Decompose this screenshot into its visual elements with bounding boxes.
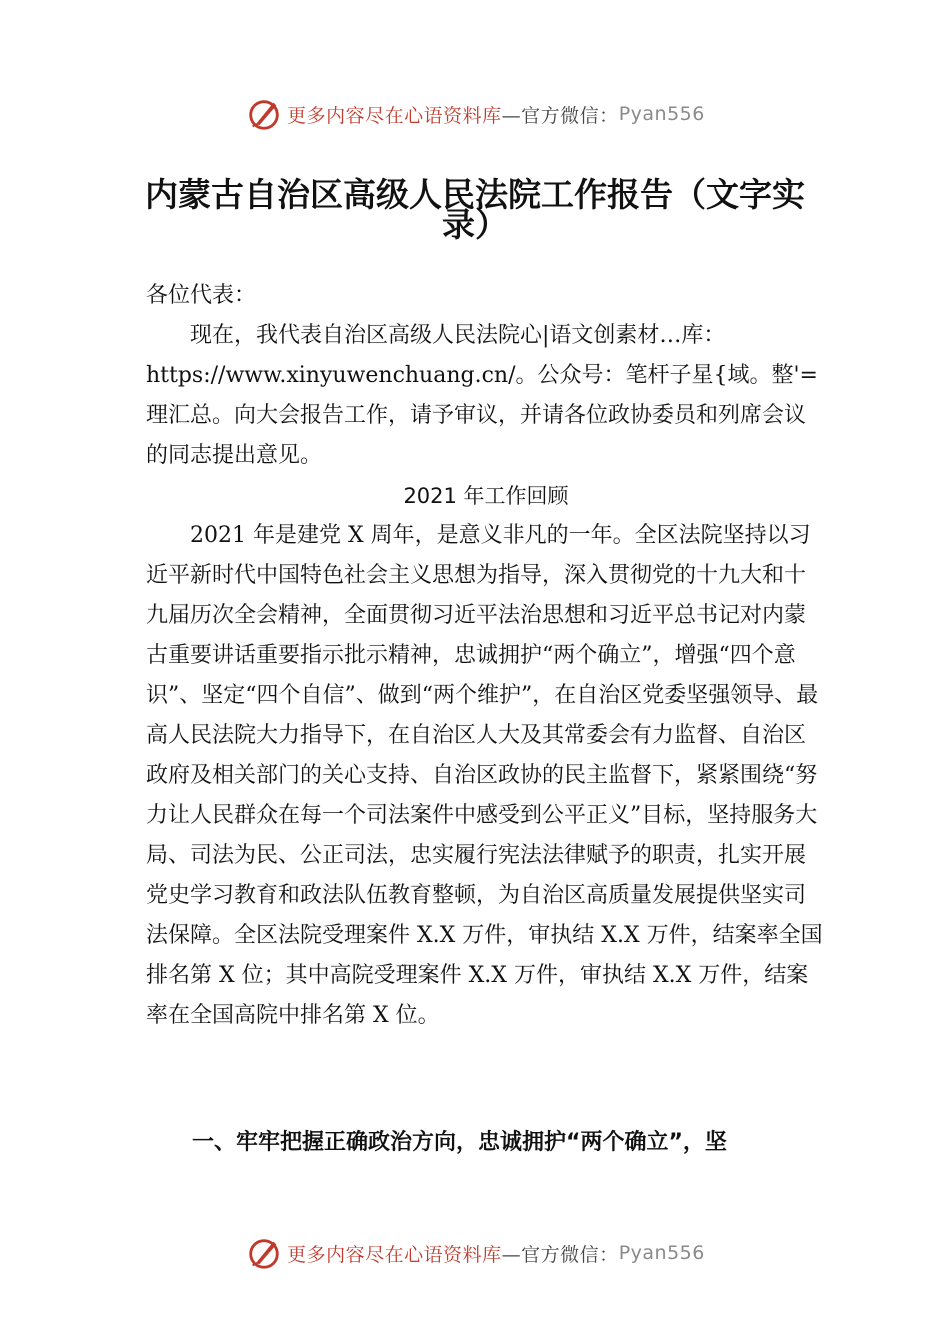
quill-seal-logo-icon bbox=[245, 95, 283, 133]
banner-wechat-id: Pyan556 bbox=[618, 103, 705, 125]
banner-wechat-label: —官方微信： bbox=[501, 104, 619, 127]
banner-wechat-id: Pyan556 bbox=[618, 1242, 705, 1264]
intro-paragraph: 现在，我代表自治区高级人民法院心|语文创素材…库：https://www.xinyuwenchuang.cn/。公众号：笔杆子星{域。整'=理汇总。向大会报告工作，请予审议，并请各位政协委员和列席会议的同志提出意见。 bbox=[146, 323, 818, 468]
section-subheading: 2021 年工作回顾 bbox=[403, 484, 569, 508]
section-heading: 一、牢牢把握正确政治方向，忠诚拥护“两个确立”，坚 bbox=[192, 1130, 727, 1155]
salutation: 各位代表： bbox=[146, 283, 257, 308]
header-watermark-banner bbox=[0, 94, 950, 134]
footer-watermark-banner bbox=[0, 1233, 950, 1273]
quill-seal-logo-icon bbox=[245, 1234, 283, 1272]
document-body bbox=[146, 276, 826, 1036]
banner-brand-text: 更多内容尽在心语资料库 bbox=[287, 104, 502, 127]
banner-wechat-label: —官方微信： bbox=[501, 1243, 619, 1266]
banner-brand-text: 更多内容尽在心语资料库 bbox=[287, 1243, 502, 1266]
document-title: 内蒙古自治区高级人民法院工作报告（文字实录） bbox=[145, 175, 805, 244]
review-paragraph: 2021 年是建党 X 周年，是意义非凡的一年。全区法院坚持以习近平新时代中国特色社会主义思想为指导，深入贯彻党的十九大和十九届历次全会精神，全面贯彻习近平法治思想和习近平总书记对内蒙古重要讲话重要指示批示精神，忠诚拥护“两个确立”，增强“四个意识”、坚定“四个自信”、做到“两个维护”，在自治区党委坚强领导、最高人民法院大力指导下，在自治区人大及其常委会有力监督、自治区政府及相关部门的关心支持、自治区政协的民主监督下，紧紧围绕“努力让人民群众在每一个司法案件中感受到公平正义”目标，坚持服务大局、司法为民、公正司法，忠实履行宪法法律赋予的职责，扎实开展党史学习教育和政法队伍教育整顿，为自治区高质量发展提供坚实司法保障。全区法院受理案件 X.X 万件，审执结 X.X 万件，结案率全国排名第 X 位；其中高院受理案件 X.X 万件，审执结 X.X 万件，结案率在全国高院中排名第 X 位。 bbox=[146, 523, 823, 1028]
